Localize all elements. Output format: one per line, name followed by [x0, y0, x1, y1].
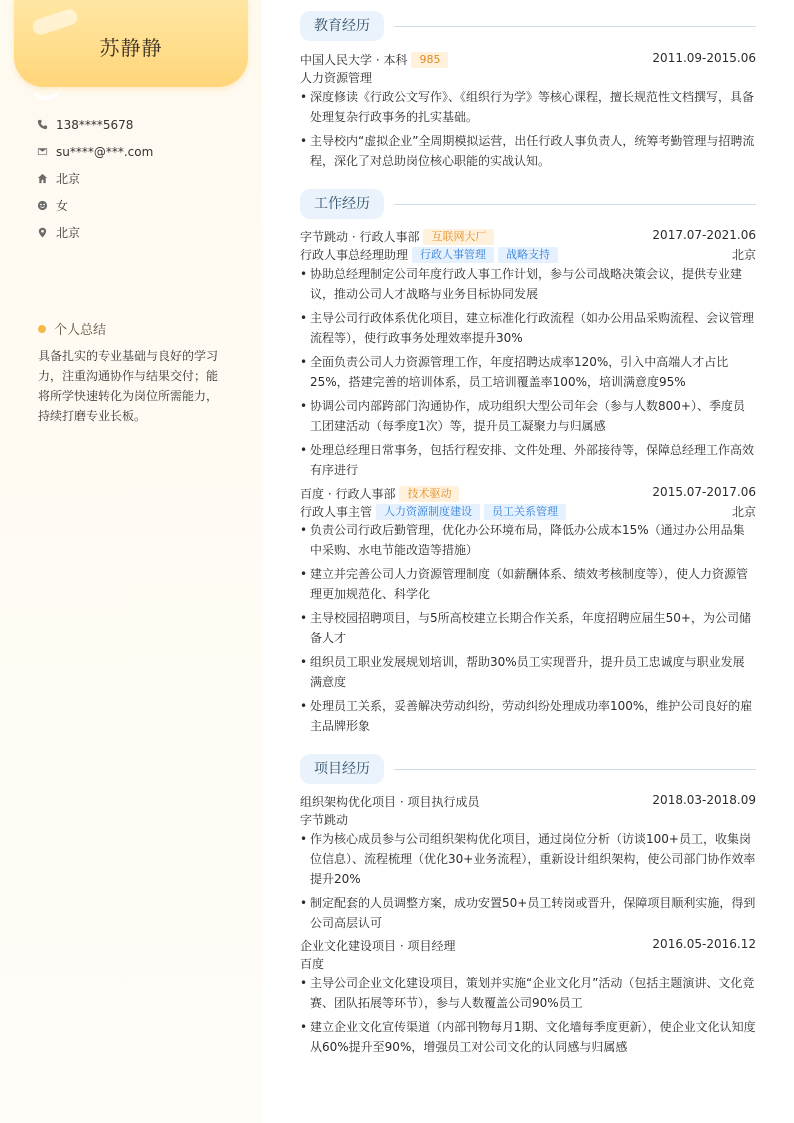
education-major: 人力资源管理 [300, 71, 373, 85]
section-work [300, 189, 756, 219]
section-divider [394, 204, 756, 205]
work-header [300, 228, 756, 245]
education-bullet: • 深度修读《行政公文写作》、《组织行为学》等核心课程，擅长规范性文档撰写，具备处理复杂行政事务的扎实基础。 [300, 87, 756, 127]
sidebar [0, 0, 262, 1123]
work-title: 行政人事总经理助理 [300, 248, 409, 262]
candidate-name: 苏静静 [99, 36, 163, 60]
work-title: 行政人事主管 [300, 505, 373, 519]
gender-text: 女 [56, 199, 69, 213]
email-text: su****@***.com [56, 144, 154, 159]
section-title-education: 教育经历 [300, 11, 384, 41]
section-education [300, 11, 756, 41]
work-city: 北京 [731, 248, 756, 262]
project-bullet: • 作为核心成员参与公司组织架构优化项目，通过岗位分析（访谈100+员工，收集岗位信息）、流程梳理（优化30+业务流程），重新设计组织架构，使公司部门协作效率提升20% [300, 829, 756, 889]
mail-icon [36, 146, 48, 158]
phone-icon [36, 119, 48, 131]
project-name: 企业文化建设项目 · 项目经理 [300, 939, 456, 953]
project-bullet: • 制定配套的人员调整方案，成功安置50+员工转岗或晋升，保障项目顺利实施，得到公司高层认可 [300, 893, 756, 933]
work-bullet: • 主导校园招聘项目，与5所高校建立长期合作关系，年度招聘应届生50+，为公司储备人才 [300, 608, 756, 648]
name-card [14, 0, 248, 87]
education-bullet: • 主导校内“虚拟企业”全周期模拟运营，出任行政人事负责人，统筹考勤管理与招聘流程，深化了对总助岗位核心职能的实战认知。 [300, 131, 756, 171]
work-bullet: • 协助总经理制定公司年度行政人事工作计划，参与公司战略决策会议，提供专业建议，推动公司人才战略与业务目标协同发展 [300, 264, 756, 304]
work-skill-tag: 战略支持 [498, 247, 558, 263]
section-divider [394, 26, 756, 27]
work-bullet: • 处理总经理日常事务，包括行程安排、文件处理、外部接待等，保障总经理工作高效有序进行 [300, 440, 756, 480]
work-skill-tag: 员工关系管理 [484, 504, 566, 520]
project-bullet: • 主导公司企业文化建设项目，策划并实施“企业文化月”活动（包括主题演讲、文化竞赛、团队拓展等环节），参与人数覆盖公司90%员工 [300, 973, 756, 1013]
summary-heading [38, 319, 106, 338]
work-title-row [300, 503, 756, 520]
summary-text: 具备扎实的专业基础与良好的学习力，注重沟通协作与结果交付；能将所学快速转化为岗位所需能力，持续打磨专业长板。 [38, 349, 219, 423]
contact-email [36, 138, 236, 165]
work-dates: 2017.07-2021.06 [652, 228, 756, 242]
contact-location [36, 165, 236, 192]
education-school: 中国人民大学 · 本科 [300, 53, 408, 67]
location-icon [36, 227, 48, 239]
gender-icon [36, 200, 48, 212]
section-divider [394, 769, 756, 770]
section-projects [300, 754, 756, 784]
work-bullet: • 组织员工职业发展规划培训，帮助30%员工实现晋升，提升员工忠诚度与职业发展满意度 [300, 652, 756, 692]
education-dates: 2011.09-2015.06 [652, 51, 756, 65]
section-title-projects: 项目经历 [300, 754, 384, 784]
work-city: 北京 [731, 505, 756, 519]
contact-target-city [36, 219, 236, 246]
project-company: 字节跳动 [300, 813, 349, 827]
work-bullet: • 全面负责公司人力资源管理工作，年度招聘达成率120%，引入中高端人才占比25%，搭建完善的培训体系，员工培训覆盖率100%，培训满意度95% [300, 352, 756, 392]
project-dates: 2018.03-2018.09 [652, 793, 756, 807]
contact-gender [36, 192, 236, 219]
project-dates: 2016.05-2016.12 [652, 937, 756, 951]
work-skill-tag: 人力资源制度建设 [376, 504, 480, 520]
project-company: 百度 [300, 957, 325, 971]
project-bullet: • 建立企业文化宣传渠道（内部刊物每月1期、文化墙每季度更新），使企业文化认知度从60%提升至90%，增强员工对公司文化的认同感与归属感 [300, 1017, 756, 1057]
home-icon [36, 173, 48, 185]
target-city-text: 北京 [56, 226, 81, 240]
location-text: 北京 [56, 172, 81, 186]
education-tag: 985 [411, 52, 448, 68]
bullet-dot-icon [38, 325, 46, 333]
section-title-work: 工作经历 [300, 189, 384, 219]
work-bullet: • 主导公司行政体系优化项目，建立标准化行政流程（如办公用品采购流程、会议管理流程等），使行政事务处理效率提升30% [300, 308, 756, 348]
education-header [300, 51, 756, 68]
work-bullet: • 协调公司内部跨部门沟通协作，成功组织大型公司年会（参与人数800+）、季度员工团建活动（每季度1次）等，提升员工凝聚力与归属感 [300, 396, 756, 436]
contact-list [36, 111, 236, 246]
contact-phone [36, 111, 236, 138]
work-skill-tag: 行政人事管理 [412, 247, 494, 263]
work-bullet: • 负责公司行政后勤管理，优化办公环境布局，降低办公成本15%（通过办公用品集中采购、水电节能改造等措施） [300, 520, 756, 560]
work-bullet: • 处理员工关系，妥善解决劳动纠纷，劳动纠纷处理成功率100%，维护公司良好的雇主品牌形象 [300, 696, 756, 736]
work-company: 百度 · 行政人事部 [300, 487, 396, 501]
phone-text: 138****5678 [56, 117, 134, 132]
work-title-row [300, 246, 756, 263]
summary-heading-text: 个人总结 [54, 323, 107, 338]
card-decoration [30, 70, 61, 100]
work-dates: 2015.07-2017.06 [652, 485, 756, 499]
project-header [300, 937, 756, 954]
work-header [300, 485, 756, 502]
project-header [300, 793, 756, 810]
work-bullet: • 建立并完善公司人力资源管理制度（如薪酬体系、绩效考核制度等），使人力资源管理更加规范化、科学化 [300, 564, 756, 604]
work-company-tag: 互联网大厂 [423, 229, 494, 245]
project-name: 组织架构优化项目 · 项目执行成员 [300, 795, 480, 809]
work-company-tag: 技术驱动 [399, 486, 459, 502]
work-company: 字节跳动 · 行政人事部 [300, 230, 420, 244]
